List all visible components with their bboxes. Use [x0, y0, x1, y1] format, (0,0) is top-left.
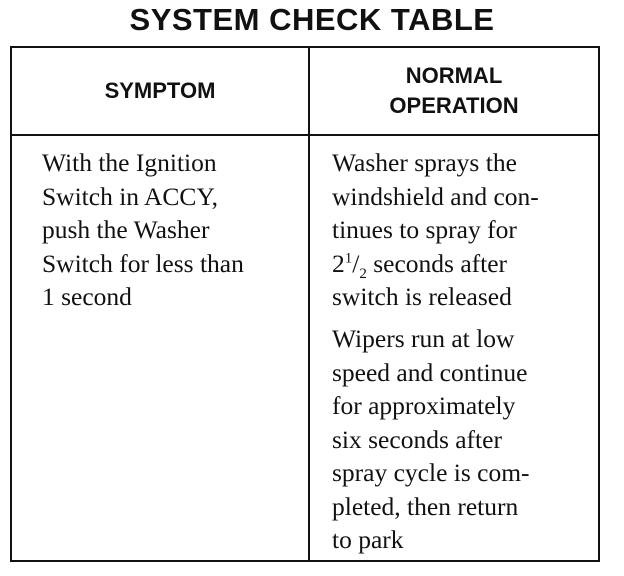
normal-operation-line: Washer sprays the — [332, 148, 517, 177]
page-title: SYSTEM CHECK TABLE — [129, 2, 495, 37]
normal-operation-line: pleted, then return — [332, 491, 519, 521]
fraction-slash: / — [352, 248, 360, 278]
normal-operation-fraction-line — [332, 247, 539, 281]
normal-operation-line: Wipers run at low — [332, 324, 515, 353]
normal-operation-line: windshield and con- — [332, 181, 539, 211]
fraction-denominator: 2 — [359, 265, 367, 282]
normal-operation-line: six seconds after — [332, 424, 502, 454]
fraction-numerator: 1 — [344, 250, 353, 266]
normal-operation-line: to park — [332, 525, 404, 554]
symptom-line: Switch in ACCY, — [42, 181, 218, 211]
header-normal-operation-line1: NORMAL — [405, 63, 503, 88]
header-symptom-label: SYMPTOM — [104, 78, 216, 103]
fraction-whole: 2 — [332, 248, 345, 278]
normal-operation-line: switch is released — [332, 282, 512, 311]
symptom-line: Switch for less than — [42, 248, 244, 278]
header-divider — [12, 134, 598, 136]
normal-operation-line: for approximately — [332, 391, 516, 420]
symptom-cell — [42, 146, 244, 314]
symptom-line: push the Washer — [42, 215, 210, 244]
normal-operation-line: spray cycle is com- — [332, 458, 530, 487]
symptom-line: 1 second — [42, 282, 132, 311]
normal-operation-washer — [332, 146, 539, 314]
header-normal-operation — [310, 48, 598, 134]
header-normal-operation-line2: OPERATION — [389, 93, 519, 118]
normal-operation-wipers — [332, 322, 530, 557]
system-check-table — [10, 46, 600, 562]
normal-operation-line: speed and continue — [332, 357, 528, 387]
header-symptom — [12, 48, 308, 134]
symptom-line: With the Ignition — [42, 148, 217, 177]
fraction-rest: seconds after — [366, 248, 508, 278]
normal-operation-line: tinues to spray for — [332, 215, 517, 244]
